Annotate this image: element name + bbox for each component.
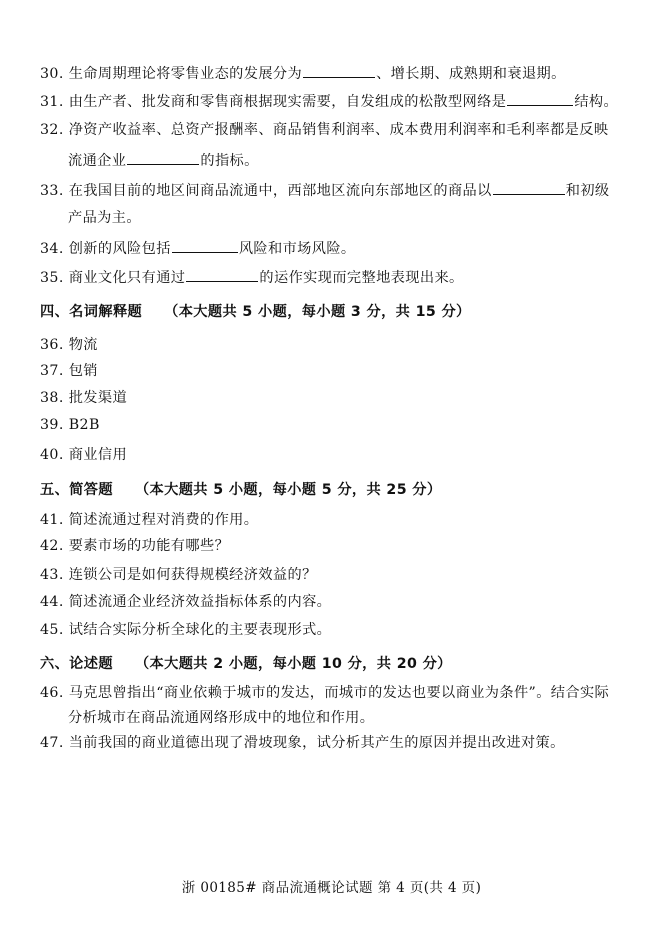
question-42	[40, 537, 229, 555]
question-text: 产品为主。	[68, 210, 141, 226]
section-title: 五、简答题	[40, 482, 113, 498]
question-31	[40, 92, 618, 111]
question-39	[40, 416, 100, 434]
question-number: 47.	[40, 735, 64, 751]
question-text: 风险和市场风险。	[238, 241, 356, 257]
question-text: 生命周期理论将零售业态的发展分为	[68, 66, 303, 82]
section-score-note: （本大题共 5 小题，每小题 3 分，共 15 分）	[164, 304, 471, 320]
question-37	[40, 362, 98, 380]
question-text: 简述流通企业经济效益指标体系的内容。	[68, 594, 332, 610]
question-44	[40, 593, 331, 611]
question-text: 和初级	[565, 183, 610, 199]
section-6-heading	[40, 655, 452, 673]
question-34	[40, 239, 356, 258]
section-5-heading	[40, 481, 441, 499]
question-number: 41.	[40, 512, 64, 528]
answer-blank	[172, 239, 238, 253]
section-4-heading	[40, 303, 471, 321]
answer-blank	[303, 64, 375, 78]
question-number: 30.	[40, 66, 64, 82]
question-number: 33.	[40, 183, 64, 199]
question-number: 42.	[40, 538, 64, 554]
question-45	[40, 621, 331, 639]
question-text: 要素市场的功能有哪些？	[68, 538, 230, 554]
question-text: 商业文化只有通过	[68, 270, 186, 286]
question-text: 结构。	[574, 94, 619, 110]
answer-blank	[493, 181, 565, 195]
question-number: 38.	[40, 390, 64, 406]
question-40	[40, 446, 127, 464]
section-title: 六、论述题	[40, 656, 113, 672]
question-text: 的运作实现而完整地表现出来。	[259, 270, 464, 286]
question-text: 流通企业	[68, 153, 127, 169]
answer-blank	[507, 92, 573, 106]
question-text: 连锁公司是如何获得规模经济效益的？	[68, 567, 317, 583]
question-text: 马克思曾指出“商业依赖于城市的发达，而城市的发达也要以商业为条件”。结合实际	[68, 685, 610, 701]
question-text: 当前我国的商业道德出现了滑坡现象，试分析其产生的原因并提出改进对策。	[68, 735, 565, 751]
question-number: 35.	[40, 270, 64, 286]
section-title: 四、名词解释题	[40, 304, 143, 320]
page-footer: 浙 00185# 商品流通概论试题 第 4 页(共 4 页)	[181, 880, 482, 896]
answer-blank	[127, 151, 199, 165]
question-number: 32.	[40, 122, 64, 138]
question-text: 创新的风险包括	[68, 241, 171, 257]
question-text: 简述流通过程对消费的作用。	[68, 512, 259, 528]
question-30	[40, 64, 566, 83]
question-text: 、增长期、成熟期和衰退期。	[376, 66, 566, 82]
question-text: 商业信用	[68, 447, 128, 463]
question-text: 物流	[68, 337, 98, 353]
answer-blank	[186, 268, 258, 282]
question-text: 试结合实际分析全球化的主要表现形式。	[68, 622, 332, 638]
question-46-cont	[68, 709, 374, 727]
question-number: 36.	[40, 337, 64, 353]
question-38	[40, 389, 127, 407]
question-32	[40, 121, 608, 139]
question-text: 在我国目前的地区间商品流通中，西部地区流向东部地区的商品以	[68, 183, 492, 199]
question-46	[40, 684, 609, 702]
section-score-note: （本大题共 5 小题，每小题 5 分，共 25 分）	[134, 482, 442, 498]
question-41	[40, 511, 258, 529]
question-text: 由生产者、批发商和零售商根据现实需要，自发组成的松散型网络是	[68, 94, 507, 110]
question-text: 批发渠道	[68, 390, 128, 406]
question-number: 37.	[40, 363, 64, 379]
question-number: 39.	[40, 417, 64, 433]
question-43	[40, 566, 317, 584]
question-text: 分析城市在商品流通网络形成中的地位和作用。	[68, 710, 375, 726]
question-number: 40.	[40, 447, 64, 463]
question-text: 净资产收益率、总资产报酬率、商品销售利润率、成本费用利润率和毛利率都是反映	[68, 122, 609, 138]
question-number: 46.	[40, 685, 64, 701]
question-number: 34.	[40, 241, 64, 257]
question-36	[40, 336, 98, 354]
question-text: 的指标。	[200, 153, 259, 169]
question-number: 31.	[40, 94, 64, 110]
question-32-cont	[68, 151, 259, 170]
question-text: 包销	[68, 363, 98, 379]
question-33	[40, 181, 610, 200]
question-number: 43.	[40, 567, 64, 583]
question-number: 45.	[40, 622, 64, 638]
question-number: 44.	[40, 594, 64, 610]
question-47	[40, 734, 565, 752]
question-33-cont	[68, 209, 141, 227]
question-35	[40, 268, 464, 287]
question-text: B2B	[68, 417, 100, 433]
section-score-note: （本大题共 2 小题，每小题 10 分，共 20 分）	[134, 656, 452, 672]
